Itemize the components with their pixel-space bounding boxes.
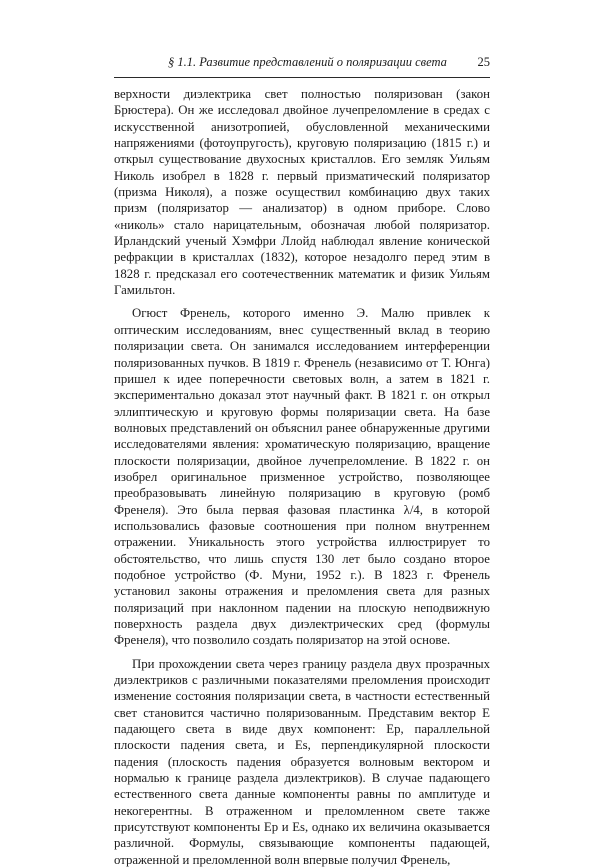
paragraph-continuation: верхности диэлектрика свет полностью поляризован (закон Брюстера). Он же исследовал двойное лучепреломление в средах с искусственной анизотропией, обусловленной механическими напряжениями (фотоупругость), круговую поляризацию (1815 г.) и открыл существование двухосных кристаллов. Его земляк Уильям Николь изобрел в 1828 г. первый призматический поляризатор (призма Николя), а позже осуществил комбинацию двух таких призм (поляризатор — анализатор) в одном приборе. Слово «николь» стало нарицательным, обозначая любой поляризатор. Ирландский ученый Хэмфри Ллойд наблюдал явление конической рефракции в кристаллах (1832), которое незадолго перед этим в 1828 г. предсказал его соотечественник математик и физик Уильям Гамильтон. (114, 87, 490, 298)
header-title: § 1.1. Развитие представлений о поляризации света (168, 55, 447, 69)
page-number: 25 (477, 55, 490, 69)
header-rule (114, 77, 490, 78)
body-text (114, 86, 490, 868)
paragraph-fresnel: Огюст Френель, которого именно Э. Малю привлек к оптическим исследованиям, внес существенный вклад в теорию поляризации света. Он занимался исследованием интерференции поляризованных пучков. В 1819 г. Френель (независимо от Т. Юнга) пришел к идее поперечности световых волн, а затем в 1821 г. экспериментально доказал этот научный факт. В 1821 г. он открыл эллиптическую и круговую формы поляризации света. На базе волновых представлений он объяснил ранее обнаруженные другими исследователями явления: хроматическую поляризацию, вращение плоскости поляризации, двойное лучепреломление. В 1822 г. он изобрел оригинальное призменное устройство, позволяющее преобразовывать линейную поляризацию в круговую (ромб Френеля). Это была первая фазовая пластинка λ/4, в которой использовались фазовые соотношения при полном внутреннем отражении. Уникальность этого устройства иллюстрирует то обстоятельство, что лишь спустя 130 лет было создано второе подобное устройство (Ф. Муни, 1952 г.). В 1823 г. Френель установил законы отражения и преломления света для разных поляризаций при наклонном падении на плоскую неподвижную поверхность раздела двух диэлектрических сред (формулы Френеля), что позволило создать поляризатор на этой основе. (114, 306, 490, 648)
paragraph-interface: При прохождении света через границу раздела двух прозрачных диэлектриков с различными показателями преломления происходит изменение состояния поляризации света, в частности естественный свет становится частично поляризованным. Представим вектор E падающего света в виде двух компонент: Ep, параллельной плоскости падения света, и Es, перпендикулярной плоскости падения (плоскость падения образуется волновым вектором и нормалью к границе раздела диэлектриков). В случае падающего естественного света данные компоненты равны по амплитуде и некогерентны. В отраженном и преломленном свете также присутствуют компоненты Ep и Es, однако их величина оказывается различной. Формулы, связывающие компоненты падающей, отраженной и преломленной волн впервые получил Френель, (114, 656, 490, 867)
running-header (114, 55, 490, 73)
